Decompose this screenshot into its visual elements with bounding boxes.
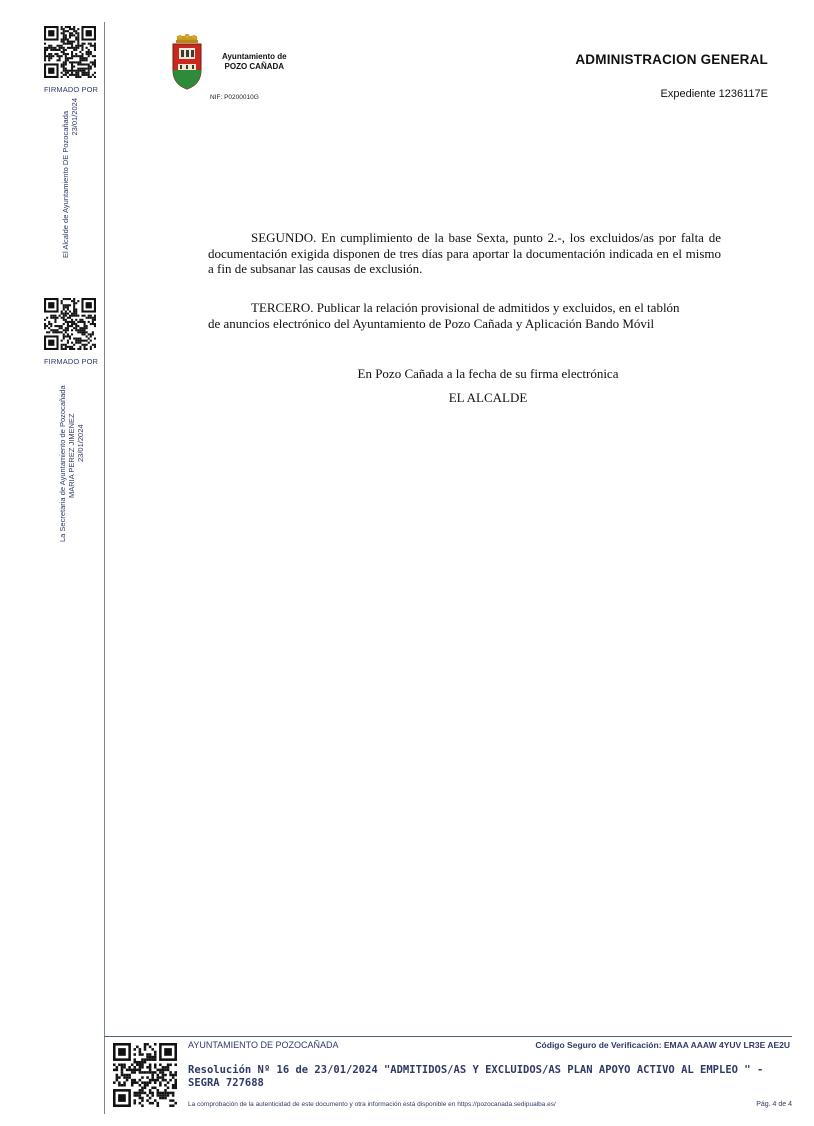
authenticity-note: La comprobación de la autenticidad de este documento y otra información está disponible en https://pozocanada.sedipualba.es/ xyxy=(188,1101,556,1108)
tax-id: NIF: P0200010G xyxy=(210,94,259,101)
signer-1-date: 23/01/2024 xyxy=(70,98,79,136)
paragraph-tercero-line2: de anuncios electrónico del Ayuntamiento de Pozo Cañada y Aplicación Bando Móvil xyxy=(208,315,655,331)
qr-code-icon xyxy=(44,26,96,78)
signer-2-date: 23/01/2024 xyxy=(76,424,85,462)
paragraph-segundo-text: SEGUNDO. En cumplimiento de la base Sexta, punto 2.-, los excluidos/as por falta de documentación exigida disponen de tres días para aportar la documentación indicada en el mismo a fin de subsanar las causas de exclusión. xyxy=(208,230,721,276)
signed-by-label-2: FIRMADO POR xyxy=(44,357,99,366)
coat-of-arms-icon xyxy=(170,34,204,92)
resolution-title xyxy=(188,1064,798,1090)
resolution-title-line1: Resolución Nº 16 de 23/01/2024 "ADMITIDOS/AS Y EXCLUIDOS/AS PLAN APOYO ACTIVO AL EMPLEO " - xyxy=(188,1064,764,1076)
signer-2-name: MARIA PEREZ JIMENEZ xyxy=(67,413,76,498)
signed-by-label-1: FIRMADO POR xyxy=(44,85,99,94)
paragraph-segundo xyxy=(208,230,721,277)
organization-name xyxy=(222,52,287,72)
signer-1-text xyxy=(61,96,79,258)
footer-organization: AYUNTAMIENTO DE POZOCAÑADA xyxy=(188,1040,339,1050)
qr-code-icon xyxy=(44,298,96,350)
organization-name-line2: POZO CAÑADA xyxy=(224,62,285,71)
resolution-title-line2: SEGRA 727688 xyxy=(188,1077,264,1089)
file-number: Expediente 1236117E xyxy=(660,88,768,100)
verification-code: Código Seguro de Verificación: EMAA AAAW 4YUV LR3E AE2U xyxy=(535,1040,790,1050)
page-number: Pág. 4 de 4 xyxy=(756,1101,792,1108)
department-title: ADMINISTRACION GENERAL xyxy=(575,52,768,67)
closing-place-date: En Pozo Cañada a la fecha de su firma electrónica xyxy=(357,366,619,381)
signer-1-role: El Alcalde de Ayuntamiento DE Pozocañada xyxy=(61,110,70,258)
paragraph-tercero xyxy=(208,300,721,331)
qr-code-icon xyxy=(113,1043,177,1107)
signer-2-text xyxy=(58,385,85,542)
organization-name-line1: Ayuntamiento de xyxy=(222,52,287,61)
paragraph-tercero-line1: TERCERO. Publicar la relación provisional de admitidos y excluidos, en el tablón xyxy=(251,300,680,315)
signer-2-role: La Secretaria de Ayuntamiento de Pozocañada xyxy=(58,385,67,542)
footer-rule xyxy=(104,1036,792,1037)
left-margin-rule xyxy=(104,22,105,1114)
closing-signatory: EL ALCALDE xyxy=(448,390,528,405)
